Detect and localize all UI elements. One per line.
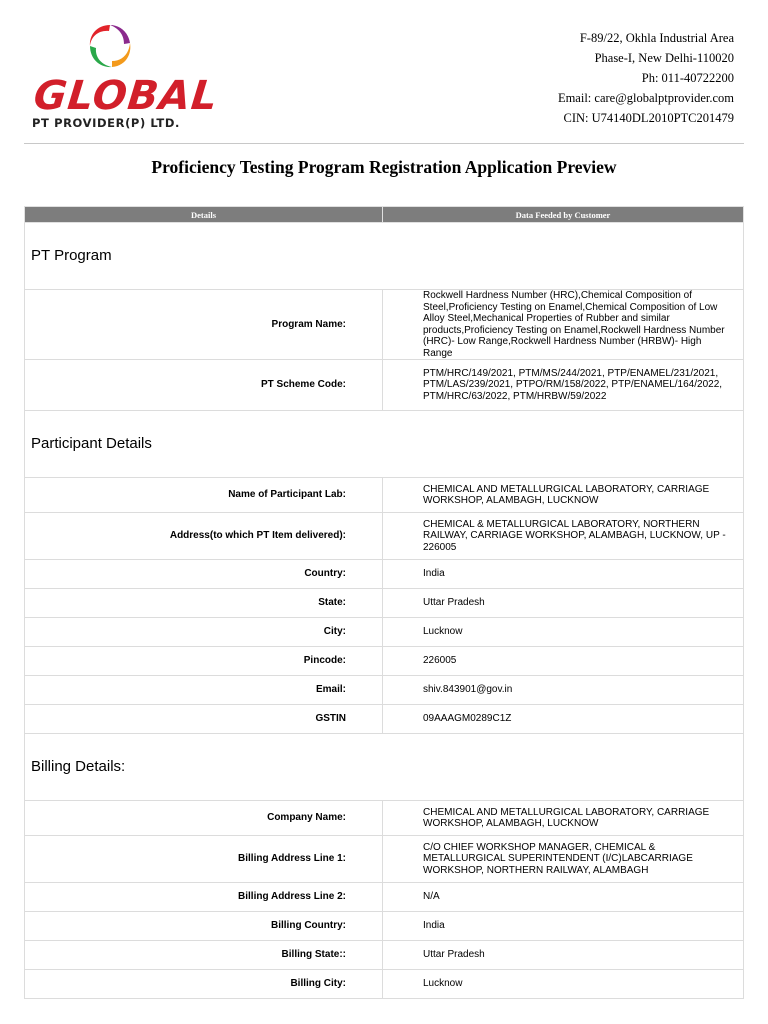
table-row	[25, 883, 744, 912]
column-header-data: Data Feeded by Customer	[383, 207, 744, 223]
table-row	[25, 705, 744, 734]
field-value: CHEMICAL AND METALLURGICAL LABORATORY, CARRIAGE WORKSHOP, ALAMBAGH, LUCKNOW	[383, 801, 744, 836]
field-value: Rockwell Hardness Number (HRC),Chemical Composition of Steel,Proficiency Testing on Enamel,Chemical Composition of Low Alloy Steel,Mechanical Properties of Rubber and similar products,Proficiency Testing on Enamel,Rockwell Hardness Number (HRC)- Low Range,Rockwell Hardness Number (HRBW)- High Range	[383, 290, 744, 360]
company-address	[558, 28, 734, 128]
section-row	[25, 223, 744, 290]
logo-swirl-icon	[84, 22, 136, 72]
field-label: Name of Participant Lab:	[25, 478, 383, 513]
address-line: Phase-I, New Delhi-110020	[594, 51, 734, 65]
column-header-details: Details	[25, 207, 383, 223]
field-label: Billing Address Line 2:	[25, 883, 383, 912]
table-row	[25, 647, 744, 676]
field-value: India	[383, 912, 744, 941]
field-value: PTM/HRC/149/2021, PTM/MS/244/2021, PTP/ENAMEL/231/2021, PTM/LAS/239/2021, PTPO/RM/158/2022, PTP/ENAMEL/164/2022, PTM/HRC/63/2022, PTM/HRBW/59/2022	[383, 360, 744, 411]
field-label: City:	[25, 618, 383, 647]
company-logo	[30, 22, 221, 132]
table-row	[25, 290, 744, 360]
field-value: Lucknow	[383, 970, 744, 999]
field-value: 226005	[383, 647, 744, 676]
table-row	[25, 941, 744, 970]
field-value: N/A	[383, 883, 744, 912]
cin-line: CIN: U74140DL2010PTC201479	[563, 111, 734, 125]
table-row	[25, 513, 744, 560]
email-line: Email: care@globalptprovider.com	[557, 91, 734, 105]
field-label: GSTIN	[25, 705, 383, 734]
table-row	[25, 589, 744, 618]
table-row	[25, 912, 744, 941]
field-value: Uttar Pradesh	[383, 589, 744, 618]
table-row	[25, 801, 744, 836]
field-label: Email:	[25, 676, 383, 705]
field-value: India	[383, 560, 744, 589]
field-value: Uttar Pradesh	[383, 941, 744, 970]
field-value: shiv.843901@gov.in	[383, 676, 744, 705]
field-label: State:	[25, 589, 383, 618]
phone-line: Ph: 011-40722200	[641, 71, 734, 85]
logo-subtitle: PT PROVIDER(P) LTD.	[32, 116, 180, 130]
field-label: Country:	[25, 560, 383, 589]
field-value: CHEMICAL AND METALLURGICAL LABORATORY, CARRIAGE WORKSHOP, ALAMBAGH, LUCKNOW	[383, 478, 744, 513]
field-value: C/O CHIEF WORKSHOP MANAGER, CHEMICAL & METALLURGICAL SUPERINTENDENT (I/C)LABCARRIAGE WORKSHOP, NORTHERN RAILWAY, ALAMBAGH	[383, 836, 744, 883]
table-row	[25, 360, 744, 411]
header-divider	[24, 143, 744, 144]
field-label: Pincode:	[25, 647, 383, 676]
table-row	[25, 836, 744, 883]
field-label: Billing Country:	[25, 912, 383, 941]
table-row	[25, 970, 744, 999]
field-label: Billing State::	[25, 941, 383, 970]
field-label: Billing Address Line 1:	[25, 836, 383, 883]
field-value: CHEMICAL & METALLURGICAL LABORATORY, NORTHERN RAILWAY, CARRIAGE WORKSHOP, ALAMBAGH, LUCKNOW, UP - 226005	[383, 513, 744, 560]
field-label: Address(to which PT Item delivered):	[25, 513, 383, 560]
table-row	[25, 676, 744, 705]
section-row	[25, 734, 744, 801]
logo-wordmark: GLOBAL	[31, 73, 221, 119]
registration-table	[24, 206, 744, 999]
field-label: PT Scheme Code:	[25, 360, 383, 411]
page-title: Proficiency Testing Program Registration Application Preview	[151, 157, 617, 177]
section-row	[25, 411, 744, 478]
field-label: Billing City:	[25, 970, 383, 999]
table-row	[25, 560, 744, 589]
table-header-row	[25, 207, 744, 223]
table-row	[25, 618, 744, 647]
section-heading-participant: Participant Details	[25, 411, 744, 478]
table-row	[25, 478, 744, 513]
section-heading-billing: Billing Details:	[25, 734, 744, 801]
field-label: Program Name:	[25, 290, 383, 360]
field-label: Company Name:	[25, 801, 383, 836]
field-value: 09AAAGM0289C1Z	[383, 705, 744, 734]
section-heading-pt-program: PT Program	[25, 223, 744, 290]
field-value: Lucknow	[383, 618, 744, 647]
address-line: F-89/22, Okhla Industrial Area	[579, 31, 734, 45]
